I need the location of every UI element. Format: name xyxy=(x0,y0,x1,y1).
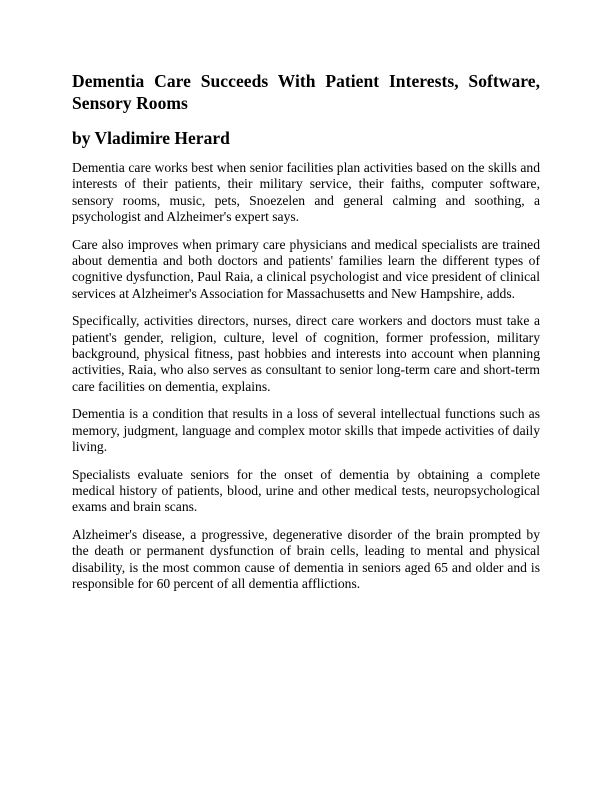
article-paragraph: Dementia is a condition that results in a loss of several intellectual functions such as memory, judgment, language and complex motor skills that impede activities of daily living. xyxy=(72,406,540,455)
article-paragraph: Specialists evaluate seniors for the onset of dementia by obtaining a complete medical history of patients, blood, urine and other medical tests, neuropsychological exams and brain scans. xyxy=(72,466,540,515)
article-paragraph: Specifically, activities directors, nurses, direct care workers and doctors must take a patient's gender, religion, culture, level of cognition, former profession, military background, physical fitness, past hobbies and interests into account when planning activities, Raia, who also serves as consultant to senior long-term care and short-term care facilities on dementia, explains. xyxy=(72,313,540,394)
document-page xyxy=(72,70,540,603)
article-byline: by Vladimire Herard xyxy=(72,128,230,148)
article-paragraph: Dementia care works best when senior facilities plan activities based on the skills and interests of their patients, their military service, their faiths, computer software, sensory rooms, music, pets, Snoezelen and general calming and soothing, a psychologist and Alzheimer's expert says. xyxy=(72,160,540,225)
article-paragraph: Care also improves when primary care physicians and medical specialists are trained about dementia and both doctors and patients' families learn the different types of cognitive dysfunction, Paul Raia, a clinical psychologist and vice president of clinical services at Alzheimer's Association for Massachusetts and New Hampshire, adds. xyxy=(72,236,540,301)
article-title: Dementia Care Succeeds With Patient Interests, Software, Sensory Rooms xyxy=(72,71,540,113)
article-paragraph: Alzheimer's disease, a progressive, degenerative disorder of the brain prompted by the death or permanent dysfunction of brain cells, leading to mental and physical disability, is the most common cause of dementia in seniors aged 65 and older and is responsible for 60 percent of all dementia afflictions. xyxy=(72,526,540,591)
